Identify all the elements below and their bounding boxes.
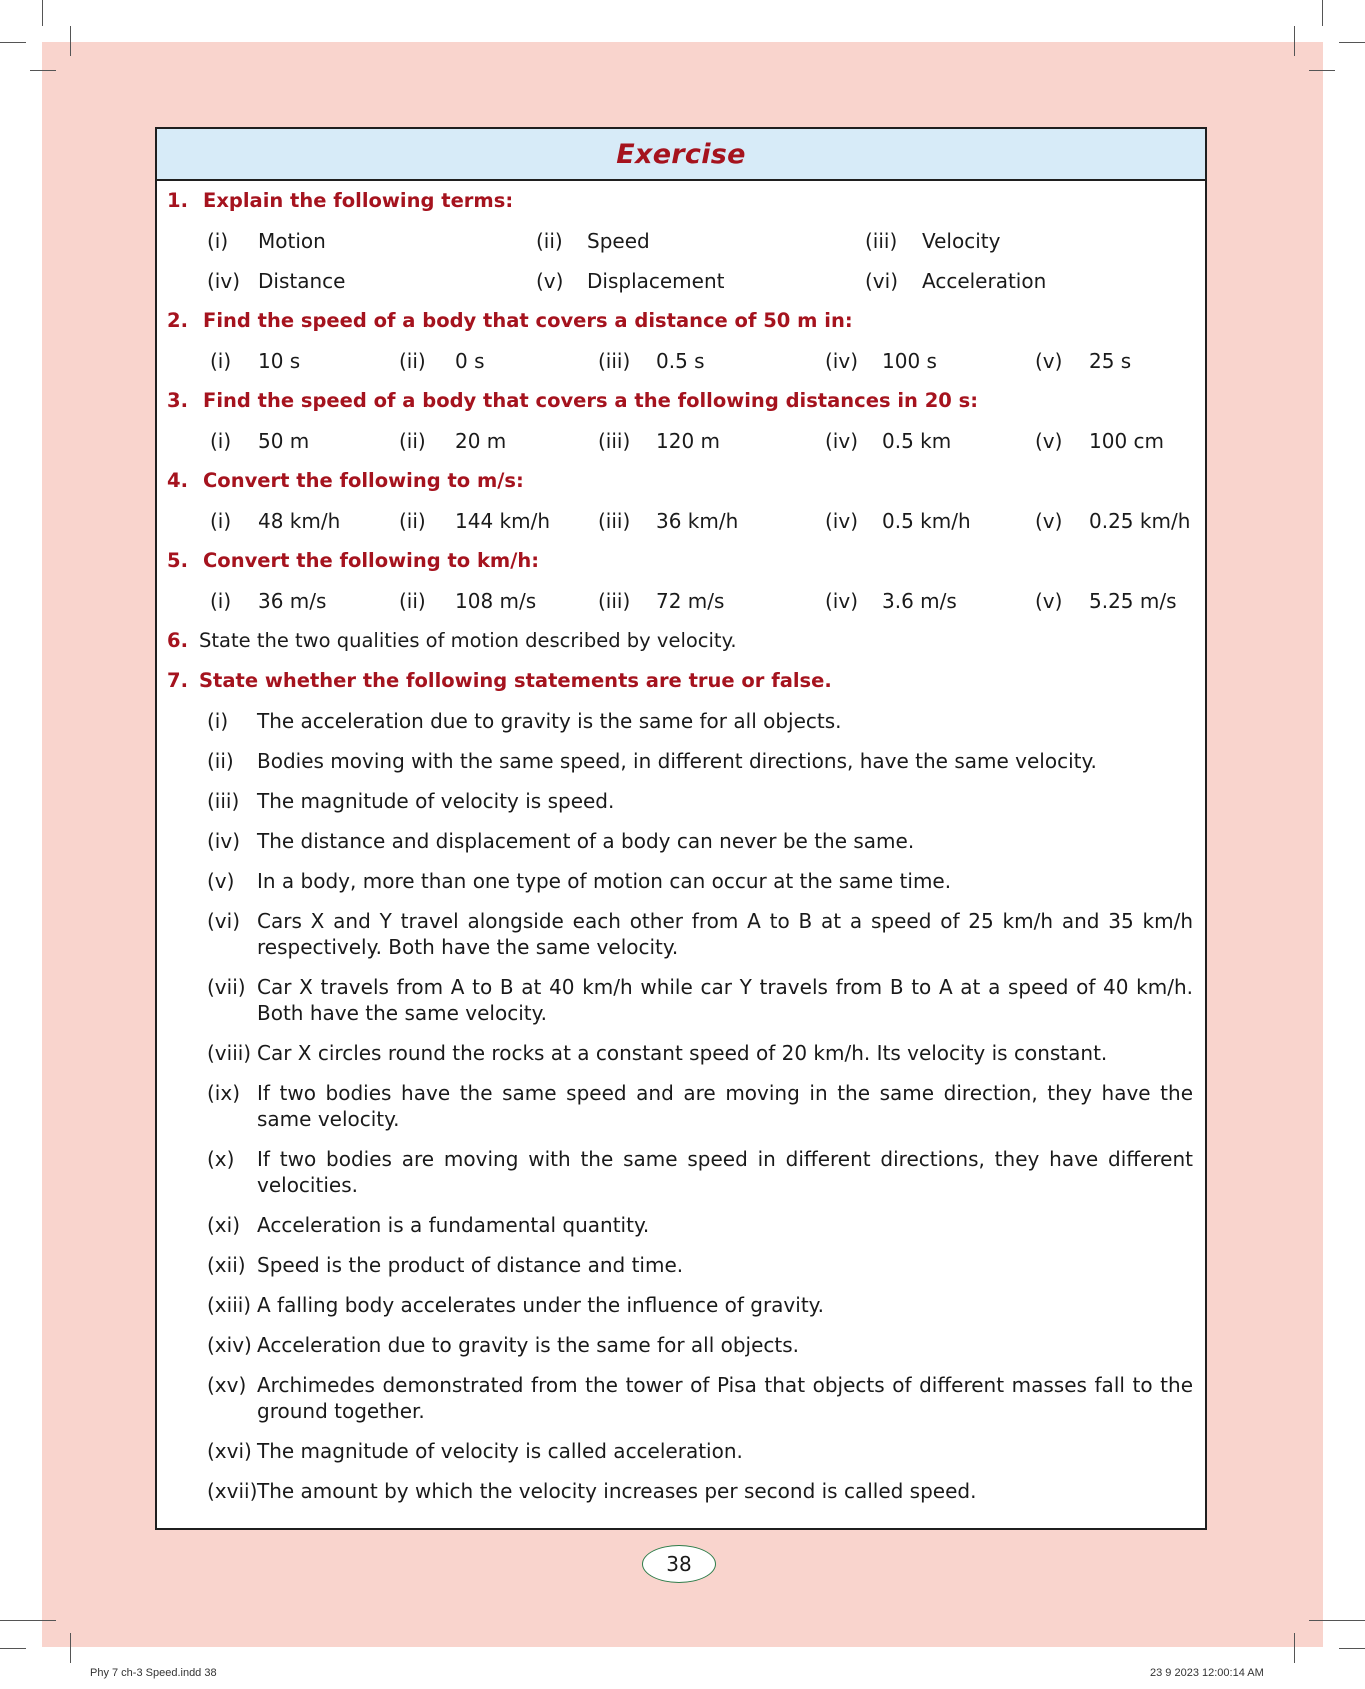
option-value: Velocity: [922, 229, 1001, 253]
option-label: (vi): [865, 269, 898, 293]
option-value: 72 m/s: [656, 589, 725, 613]
option-label: (ii): [399, 429, 426, 453]
statement-text: Archimedes demonstrated from the tower of Pisa that objects of different masses fall to the ground together.: [257, 1373, 1193, 1423]
statement-item: [167, 1471, 1195, 1511]
option-value: Speed: [587, 229, 650, 253]
option-label: (i): [210, 429, 232, 453]
statement-label: (xiv): [207, 1333, 252, 1357]
statement-text: Acceleration due to gravity is the same for all objects.: [257, 1333, 800, 1357]
statement-text: A falling body accelerates under the influence of gravity.: [257, 1293, 825, 1317]
option-label: (iii): [865, 229, 898, 253]
option-value: 48 km/h: [258, 509, 341, 533]
option-label: (iii): [598, 349, 631, 373]
crop-mark: [1294, 26, 1295, 56]
q5-options-row: [167, 581, 1195, 621]
statement-text: Speed is the product of distance and time.: [257, 1253, 684, 1277]
q1-options-row-1: [167, 221, 1195, 261]
statement-label: (iv): [207, 829, 240, 853]
option-label: (iv): [207, 269, 240, 293]
statement-label: (xi): [207, 1213, 240, 1237]
option-label: (iii): [598, 589, 631, 613]
option-value: 108 m/s: [455, 589, 537, 613]
statement-item: [167, 967, 1195, 1033]
slug-timestamp: 23 9 2023 12:00:14 AM: [1150, 1667, 1264, 1679]
question-1-heading: [167, 181, 1195, 221]
statement-item: [167, 1033, 1195, 1073]
statement-item: [167, 901, 1195, 967]
option-value: 120 m: [656, 429, 721, 453]
q2-options-row: [167, 341, 1195, 381]
crop-mark: [1309, 70, 1335, 71]
statement-label: (vii): [207, 975, 246, 999]
question-number: 1.: [167, 189, 188, 212]
statement-label: (xiii): [207, 1293, 252, 1317]
option-label: (i): [210, 509, 232, 533]
option-value: 5.25 m/s: [1089, 589, 1177, 613]
statement-label: (x): [207, 1147, 235, 1171]
statement-label: (xv): [207, 1373, 247, 1397]
statement-item: [167, 741, 1195, 781]
statement-item: [167, 1325, 1195, 1365]
question-5-heading: [167, 541, 1195, 581]
statement-text: If two bodies are moving with the same speed in different directions, they have different velocities.: [257, 1147, 1193, 1197]
statement-text: Cars X and Y travel alongside each other from A to B at a speed of 25 km/h and 35 km/h respectively. Both have the same velocity.: [257, 909, 1193, 959]
crop-mark: [1322, 0, 1323, 26]
statement-text: In a body, more than one type of motion can occur at the same time.: [257, 869, 952, 893]
statement-item: [167, 781, 1195, 821]
statement-label: (vi): [207, 909, 240, 933]
question-7-heading: [167, 661, 1195, 701]
option-value: 20 m: [455, 429, 507, 453]
option-value: 3.6 m/s: [882, 589, 957, 613]
slug-file-info: Phy 7 ch-3 Speed.indd 38: [90, 1667, 217, 1679]
statement-label: (ix): [207, 1081, 240, 1105]
statement-item: [167, 821, 1195, 861]
statement-text: The magnitude of velocity is called acceleration.: [257, 1439, 743, 1463]
statement-text: If two bodies have the same speed and are moving in the same direction, they have the same velocity.: [257, 1081, 1193, 1131]
statement-label: (xii): [207, 1253, 246, 1277]
crop-mark: [1339, 42, 1365, 43]
statement-item: [167, 861, 1195, 901]
q3-options-row: [167, 421, 1195, 461]
crop-mark: [30, 70, 56, 71]
question-text: Convert the following to m/s:: [203, 469, 524, 492]
option-value: Distance: [258, 269, 346, 293]
exercise-content: [157, 181, 1205, 1511]
question-number: 4.: [167, 469, 188, 492]
crop-mark: [0, 1648, 26, 1649]
q4-options-row: [167, 501, 1195, 541]
option-label: (ii): [536, 229, 563, 253]
option-value: 50 m: [258, 429, 310, 453]
question-number: 2.: [167, 309, 188, 332]
statement-label: (xvii): [207, 1479, 258, 1503]
option-label: (iii): [598, 509, 631, 533]
option-label: (v): [1035, 349, 1063, 373]
statement-text: Acceleration is a fundamental quantity.: [257, 1213, 650, 1237]
option-label: (v): [1035, 429, 1063, 453]
statement-item: [167, 1139, 1195, 1205]
question-number: 3.: [167, 389, 188, 412]
option-label: (iv): [825, 589, 858, 613]
statement-label: (iii): [207, 789, 240, 813]
question-3-heading: [167, 381, 1195, 421]
option-label: (ii): [399, 589, 426, 613]
question-number: 7.: [167, 669, 188, 692]
option-value: 144 km/h: [455, 509, 551, 533]
statement-text: Bodies moving with the same speed, in different directions, have the same velocity.: [257, 749, 1097, 773]
statement-label: (i): [207, 709, 229, 733]
question-4-heading: [167, 461, 1195, 501]
question-text: State whether the following statements are true or false.: [199, 669, 832, 692]
option-label: (i): [210, 349, 232, 373]
option-value: 0.5 s: [656, 349, 705, 373]
crop-mark: [70, 1633, 71, 1663]
option-label: (ii): [399, 349, 426, 373]
option-label: (v): [1035, 509, 1063, 533]
option-value: Motion: [258, 229, 326, 253]
option-label: (iv): [825, 509, 858, 533]
question-text: State the two qualities of motion described by velocity.: [199, 629, 737, 652]
q1-options-row-2: [167, 261, 1195, 301]
crop-mark: [1309, 1620, 1365, 1621]
option-label: (v): [536, 269, 564, 293]
statement-item: [167, 701, 1195, 741]
question-text: Find the speed of a body that covers a distance of 50 m in:: [203, 309, 853, 332]
option-label: (v): [1035, 589, 1063, 613]
statement-item: [167, 1073, 1195, 1139]
option-label: (iii): [598, 429, 631, 453]
option-value: 0.25 km/h: [1089, 509, 1191, 533]
question-text: Find the speed of a body that covers a the following distances in 20 s:: [203, 389, 979, 412]
option-label: (ii): [399, 509, 426, 533]
option-label: (iv): [825, 429, 858, 453]
question-number: 6.: [167, 629, 188, 652]
option-value: 0.5 km: [882, 429, 952, 453]
question-6: [167, 621, 1195, 661]
statement-text: The amount by which the velocity increases per second is called speed.: [257, 1479, 977, 1503]
option-label: (i): [210, 589, 232, 613]
crop-mark: [42, 0, 43, 26]
option-label: (i): [207, 229, 229, 253]
option-value: 10 s: [258, 349, 301, 373]
statement-item: [167, 1285, 1195, 1325]
crop-mark: [1294, 1633, 1295, 1663]
statement-text: The acceleration due to gravity is the same for all objects.: [257, 709, 842, 733]
crop-mark: [70, 26, 71, 56]
question-number: 5.: [167, 549, 188, 572]
option-value: 36 m/s: [258, 589, 327, 613]
option-value: 100 cm: [1089, 429, 1165, 453]
option-value: Acceleration: [922, 269, 1047, 293]
statement-text: Car X travels from A to B at 40 km/h while car Y travels from B to A at a speed of 40 km/h. Both have the same velocity.: [257, 975, 1193, 1025]
statement-label: (v): [207, 869, 235, 893]
question-text: Convert the following to km/h:: [203, 549, 540, 572]
statement-label: (xvi): [207, 1439, 252, 1463]
option-value: 100 s: [882, 349, 937, 373]
true-false-statement-list: [167, 701, 1195, 1511]
statement-item: [167, 1365, 1195, 1431]
statement-text: The distance and displacement of a body can never be the same.: [257, 829, 915, 853]
exercise-box: [155, 127, 1207, 1530]
crop-mark: [0, 1620, 56, 1621]
exercise-header: [157, 129, 1205, 181]
option-value: 36 km/h: [656, 509, 739, 533]
question-2-heading: [167, 301, 1195, 341]
option-value: Displacement: [587, 269, 725, 293]
crop-mark: [0, 42, 26, 43]
statement-item: [167, 1245, 1195, 1285]
statement-text: The magnitude of velocity is speed.: [257, 789, 615, 813]
statement-item: [167, 1431, 1195, 1471]
option-value: 0 s: [455, 349, 485, 373]
statement-text: Car X circles round the rocks at a constant speed of 20 km/h. Its velocity is constant.: [257, 1041, 1108, 1065]
option-value: 25 s: [1089, 349, 1132, 373]
statement-label: (viii): [207, 1041, 252, 1065]
page-number-badge: 38: [642, 1545, 716, 1583]
statement-item: [167, 1205, 1195, 1245]
crop-mark: [1339, 1648, 1365, 1649]
statement-label: (ii): [207, 749, 234, 773]
option-label: (iv): [825, 349, 858, 373]
option-value: 0.5 km/h: [882, 509, 971, 533]
exercise-title: Exercise: [616, 138, 746, 170]
question-text: Explain the following terms:: [203, 189, 514, 212]
